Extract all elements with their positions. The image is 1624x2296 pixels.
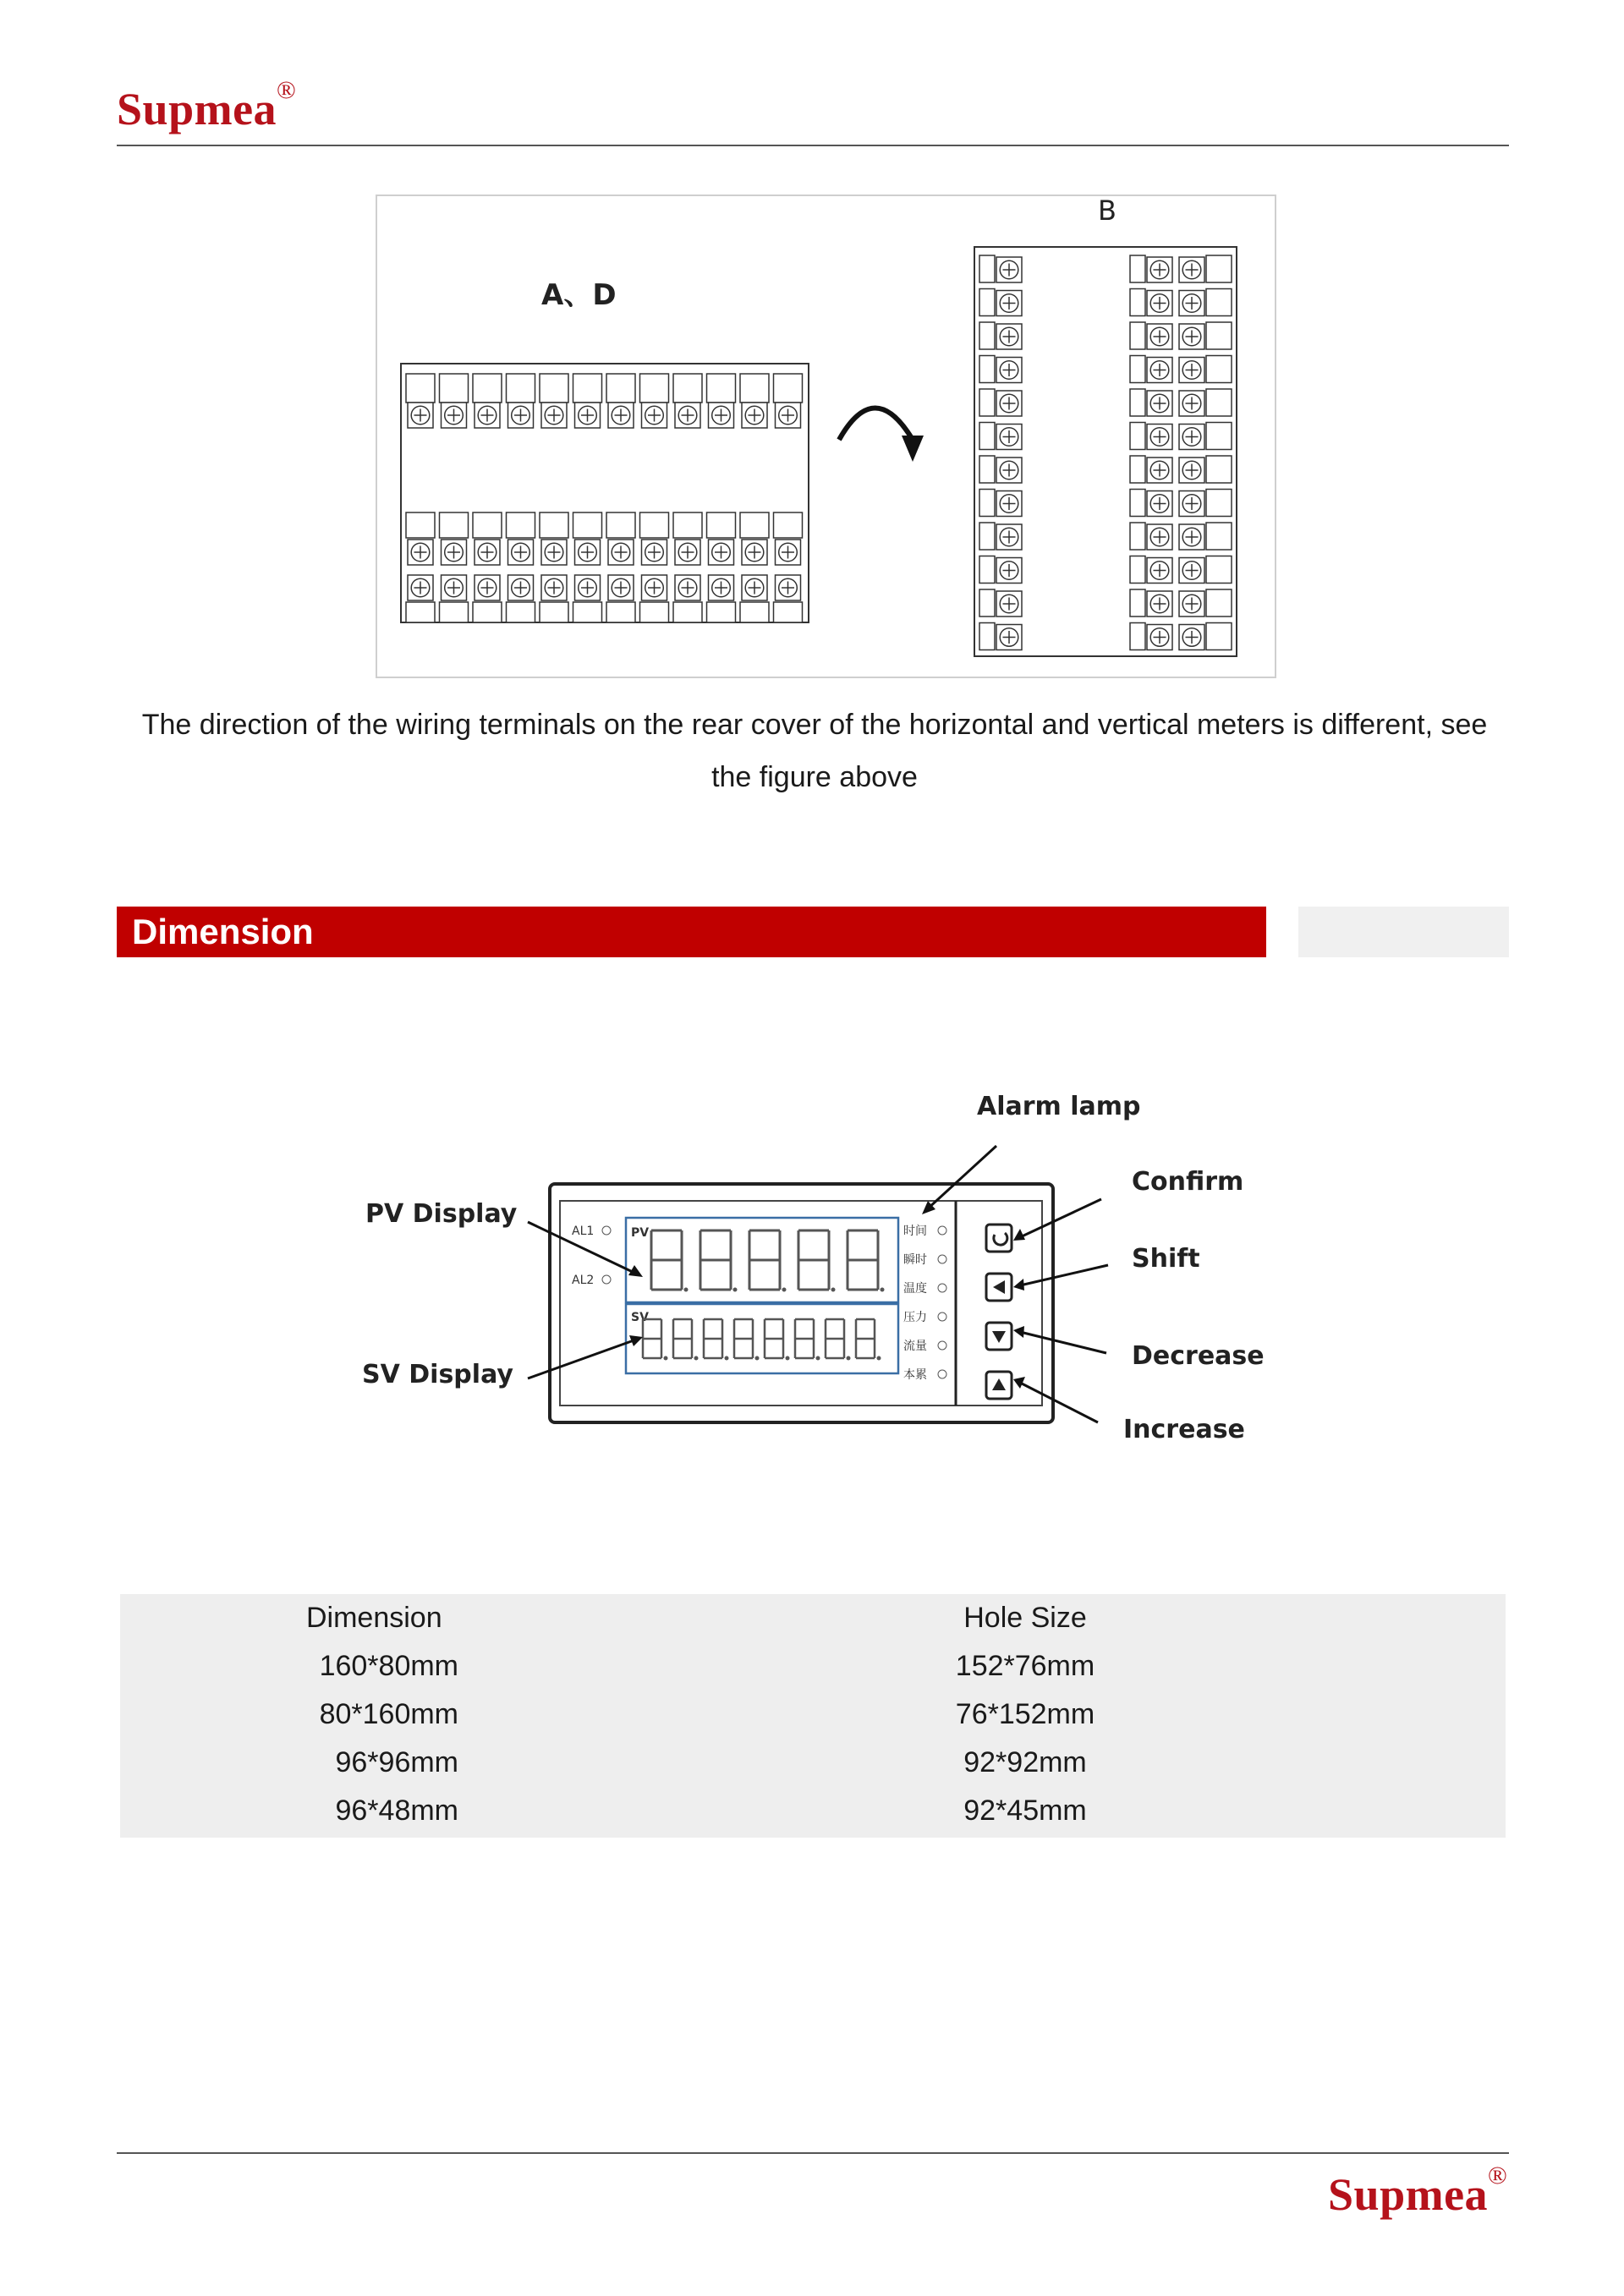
registered-mark: ® (1488, 2162, 1508, 2189)
caption-line-1: The direction of the wiring terminals on the rear cover of the horizontal and vertical meters is different, see (141, 709, 1488, 741)
front-panel-figure (338, 1074, 1353, 1471)
indicator-label: 压力 (903, 1311, 927, 1324)
al2-label: AL2 (572, 1274, 595, 1287)
header-rule (117, 145, 1509, 146)
indicator-label: 本累 (903, 1368, 927, 1382)
shift-button[interactable] (986, 1274, 1012, 1301)
section-header-stub (1298, 907, 1509, 957)
indicator-label: 温度 (903, 1282, 927, 1296)
registered-mark: ® (277, 76, 297, 104)
table-row (120, 1690, 1506, 1739)
caption-line-2: the figure above (711, 761, 918, 793)
alarm-lamp-label: Alarm lamp (977, 1092, 1141, 1121)
increase-label: Increase (1123, 1415, 1245, 1444)
confirm-button[interactable] (986, 1225, 1012, 1252)
section-header (117, 907, 1266, 957)
increase-button[interactable] (986, 1372, 1012, 1399)
sv-tag: SV (631, 1311, 649, 1324)
label-horizontal-meter: A、D (541, 278, 617, 312)
table-row (120, 1642, 1506, 1690)
header-dimension: Dimension (306, 1602, 442, 1634)
brand-logo-top (117, 76, 297, 135)
indicator-label: 时间 (903, 1225, 927, 1238)
brand-name: Supmea (1328, 2169, 1489, 2220)
pv-tag: PV (631, 1226, 650, 1240)
brand-name: Supmea (117, 84, 277, 134)
indicator-label: 流量 (903, 1340, 927, 1353)
dimension-cell: 160*80mm (319, 1650, 458, 1682)
decrease-label: Decrease (1132, 1341, 1265, 1371)
sv-display-label: SV Display (362, 1360, 513, 1389)
footer-rule (117, 2152, 1509, 2154)
hole-size-cell: 76*152mm (955, 1698, 1095, 1730)
dimension-cell: 96*96mm (335, 1746, 458, 1778)
dimension-table (120, 1594, 1506, 1838)
dimension-cell: 80*160mm (319, 1698, 458, 1730)
confirm-label: Confirm (1132, 1167, 1244, 1197)
table-header-row (120, 1594, 1506, 1642)
table-row (120, 1739, 1506, 1787)
dimension-cell: 96*48mm (335, 1795, 458, 1827)
al1-label: AL1 (572, 1225, 595, 1238)
hole-size-cell: 92*92mm (963, 1746, 1087, 1778)
table-row (120, 1787, 1506, 1835)
shift-label: Shift (1132, 1244, 1200, 1274)
label-vertical-meter: B (1098, 195, 1116, 227)
hole-size-cell: 152*76mm (955, 1650, 1095, 1682)
header-hole-size: Hole Size (963, 1602, 1087, 1634)
figure-caption (117, 699, 1512, 803)
hole-size-cell: 92*45mm (963, 1795, 1087, 1827)
pv-display-label: PV Display (365, 1199, 518, 1229)
brand-logo-bottom (1328, 2162, 1508, 2221)
section-title: Dimension (132, 912, 314, 951)
indicator-label: 瞬时 (903, 1253, 927, 1267)
decrease-button[interactable] (986, 1323, 1012, 1350)
terminal-orientation-figure (376, 195, 1276, 678)
